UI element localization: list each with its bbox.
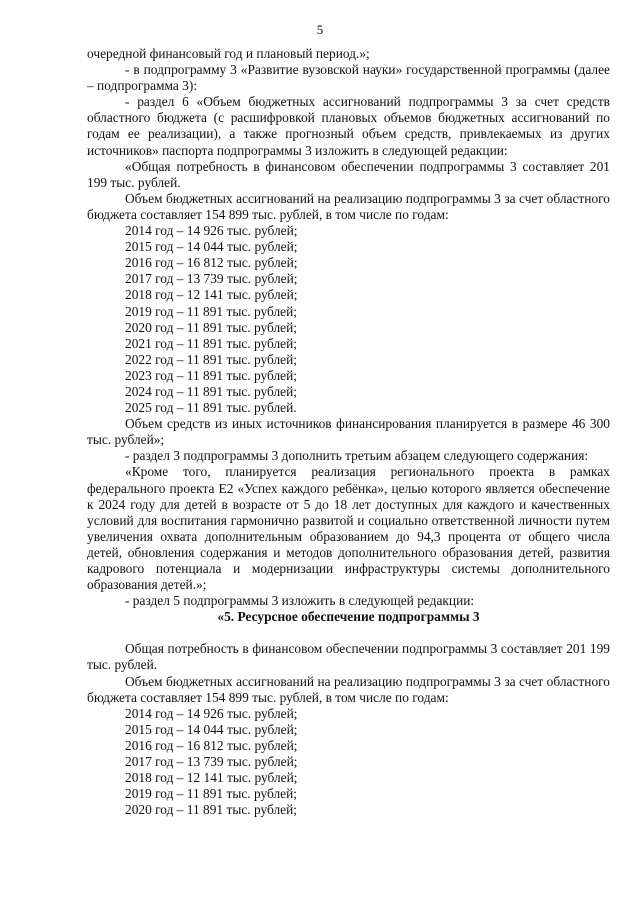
year-line: 2016 год – 16 812 тыс. рублей;	[125, 255, 298, 271]
year-list-1	[87, 223, 610, 416]
paragraph: - в подпрограмму 3 «Развитие вузовской науки» государственной программы (далее – подпрограмма 3):	[87, 62, 610, 94]
year-line: 2017 год – 13 739 тыс. рублей;	[125, 754, 298, 770]
year-line: 2019 год – 11 891 тыс. рублей;	[125, 303, 297, 319]
year-line: 2024 год – 11 891 тыс. рублей;	[125, 383, 297, 399]
section-heading: «5. Ресурсное обеспечение подпрограммы 3	[217, 609, 480, 625]
year-line: 2017 год – 13 739 тыс. рублей;	[125, 271, 298, 287]
paragraph: Общая потребность в финансовом обеспечении подпрограммы 3 составляет 201 199 тыс. рублей.	[87, 641, 610, 673]
year-line: 2021 год – 11 891 тыс. рублей;	[125, 335, 297, 351]
page-number: 5	[316, 22, 324, 37]
paragraph: Объем бюджетных ассигнований на реализацию подпрограммы 3 за счет областного бюджета составляет 154 899 тыс. рублей, в том числе по годам:	[87, 673, 610, 705]
year-line: 2015 год – 14 044 тыс. рублей;	[125, 239, 298, 255]
year-line: 2015 год – 14 044 тыс. рублей;	[125, 721, 298, 737]
paragraph: Объем бюджетных ассигнований на реализацию подпрограммы 3 за счет областного бюджета составляет 154 899 тыс. рублей, в том числе по годам:	[87, 190, 610, 222]
year-line: 2019 год – 11 891 тыс. рублей;	[125, 786, 297, 802]
year-list-2	[87, 706, 610, 819]
paragraph: «Общая потребность в финансовом обеспечении подпрограммы 3 составляет 201 199 тыс. рублей.	[87, 158, 610, 190]
document-body	[87, 46, 610, 818]
year-line: 2022 год – 11 891 тыс. рублей;	[125, 351, 297, 367]
paragraph: - раздел 5 подпрограммы 3 изложить в следующей редакции:	[125, 593, 475, 609]
year-line: 2016 год – 16 812 тыс. рублей;	[125, 737, 298, 753]
paragraph: очередной финансовый год и плановый период.»;	[87, 46, 370, 61]
year-line: 2018 год – 12 141 тыс. рублей;	[125, 287, 298, 303]
year-line: 2014 год – 14 926 тыс. рублей;	[125, 223, 298, 239]
paragraph: - раздел 3 подпрограммы 3 дополнить третьим абзацем следующего содержания:	[125, 448, 589, 464]
paragraph: - раздел 6 «Объем бюджетных ассигнований подпрограммы 3 за счет средств областного бюджета (с расшифровкой плановых объемов бюджетных ассигнований по годам ее реализации), а также прогнозный объем средств, привлекаемых из других источников» паспорта подпрограммы 3 изложить в следующей редакции:	[87, 94, 610, 158]
year-line: 2014 год – 14 926 тыс. рублей;	[125, 705, 298, 721]
year-line: 2025 год – 11 891 тыс. рублей.	[125, 400, 297, 416]
year-line: 2020 год – 11 891 тыс. рублей;	[125, 319, 297, 335]
year-line: 2020 год – 11 891 тыс. рублей;	[125, 802, 297, 818]
year-line: 2018 год – 12 141 тыс. рублей;	[125, 770, 298, 786]
paragraph: «Кроме того, планируется реализация регионального проекта в рамках федерального проекта Е2 «Успех каждого ребёнка», целью которого является обеспечение к 2024 году для детей в возрасте от 5 до 18 лет доступных для каждого и качественных условий для воспитания гармонично развитой и социально ответственной личности путем увеличения охвата дополнительным образованием до 94,3 процента от общего числа детей, обновления содержания и методов дополнительного образования детей, развития кадрового потенциала и модернизации инфраструктуры системы дополнительного образования детей.»;	[87, 464, 610, 593]
paragraph: Объем средств из иных источников финансирования планируется в размере 46 300 тыс. рублей»;	[87, 416, 610, 448]
year-line: 2023 год – 11 891 тыс. рублей;	[125, 367, 297, 383]
